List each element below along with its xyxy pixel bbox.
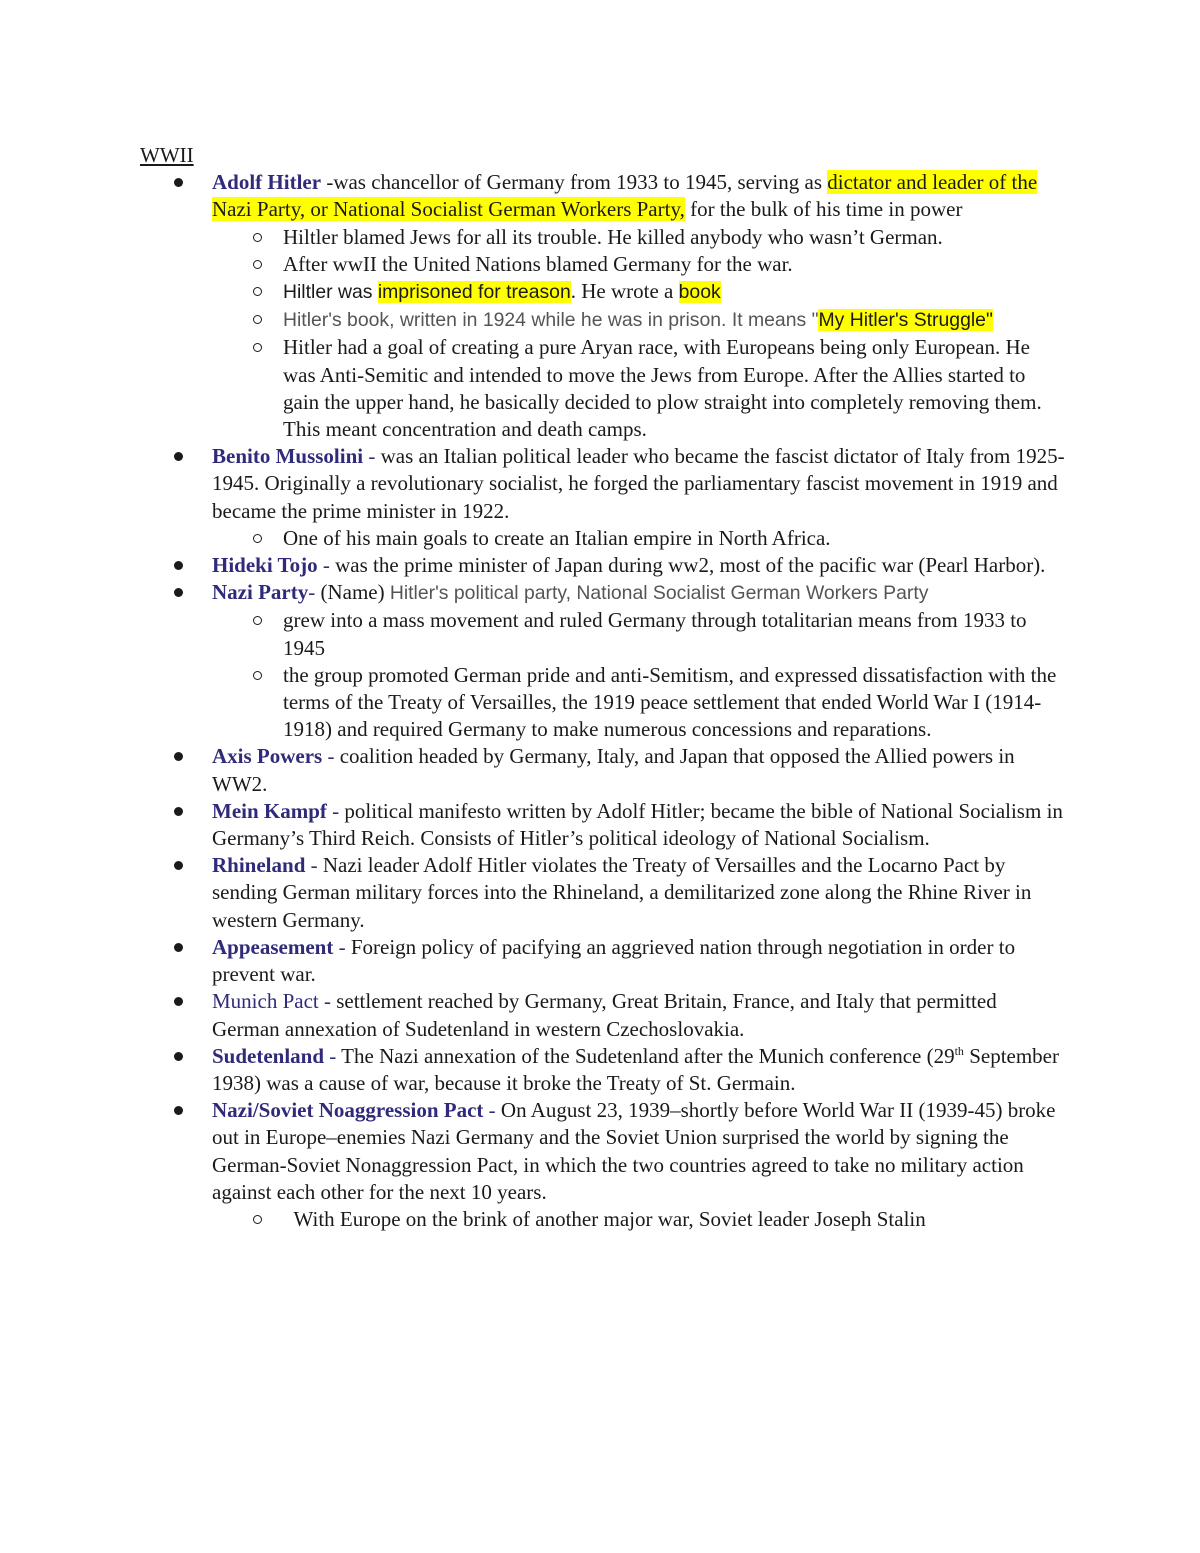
list-item-munich-pact: Munich Pact - settlement reached by Germany, Great Britain, France, and Italy that permitted German annexation of Sudetenland in western Czechoslovakia.: [212, 988, 1065, 1042]
term-label: Axis Powers: [212, 744, 323, 769]
term-label: Rhineland: [212, 853, 306, 878]
term-label: Hideki Tojo: [212, 553, 318, 578]
term-label: Adolf Hitler: [212, 170, 322, 195]
sub-list-item: One of his main goals to create an Italian empire in North Africa.: [283, 525, 1065, 552]
highlighted-text: My Hitler's Struggle": [818, 309, 993, 332]
sub-list-item: After wwII the United Nations blamed Germany for the war.: [283, 251, 1065, 278]
list-item-axis-powers: Axis Powers - coalition headed by Germany, Italy, and Japan that opposed the Allied powers in WW2.: [212, 743, 1065, 797]
highlighted-text: book: [678, 281, 721, 304]
document-page: [140, 142, 1065, 1233]
sub-list: [212, 525, 1065, 552]
list-item-mein-kampf: Mein Kampf - political manifesto written by Adolf Hitler; became the bible of National Socialism in Germany’s Third Reich. Consists of Hitler’s political ideology of National Socialism.: [212, 798, 1065, 852]
term-label: Sudetenland: [212, 1043, 325, 1068]
list-item-adolf-hitler: Adolf Hitler -was chancellor of Germany from 1933 to 1945, serving as dictator and leader of the Nazi Party, or National Socialist German Workers Party, for the bulk of his time in power Hiltler blamed Jews for all its trouble. He killed anybody who wasn’t German. After wwII the United Nations blamed Germany for the war. Hiltler was imprisoned for treason. He wrote a book Hitler's book, written in 1924 while he was in prison. It means "My Hitler's Struggle" Hitler had a goal of creating a pure Aryan race, with Europeans being only European. He was Anti-Semitic and intended to move the Jews from Europe. After the Allies started to gain the upper hand, he basically decided to plow straight into completely removing them. This meant concentration and death camps.: [212, 169, 1065, 443]
term-label: Benito Mussolini: [212, 444, 364, 469]
sub-list-item: the group promoted German pride and anti-Semitism, and expressed dissatisfaction with the terms of the Treaty of Versailles, the 1919 peace settlement that ended World War I (1914-1918) and required Germany to make numerous concessions and reparations.: [283, 662, 1065, 744]
term-label: Munich Pact: [212, 989, 319, 1014]
sub-list-item: Hiltler blamed Jews for all its trouble. He killed anybody who wasn’t German.: [283, 224, 1065, 251]
highlighted-text: imprisoned for treason: [377, 281, 571, 304]
list-item-nazi-party: Nazi Party- (Name) Hitler's political party, National Socialist German Workers Party grew into a mass movement and ruled Germany through totalitarian means from 1933 to 1945 the group promoted German pride and anti-Semitism, and expressed dissatisfaction with the terms of the Treaty of Versailles, the 1919 peace settlement that ended World War I (1914-1918) and required Germany to make numerous concessions and reparations.: [212, 579, 1065, 743]
sub-list: [212, 1206, 1065, 1233]
term-label: Nazi Party: [212, 580, 309, 605]
term-label: Nazi/Soviet Noaggression Pact: [212, 1098, 484, 1123]
list-item-hideki-tojo: Hideki Tojo - was the prime minister of Japan during ww2, most of the pacific war (Pearl Harbor).: [212, 552, 1065, 579]
term-label: Mein Kampf: [212, 798, 327, 823]
highlighted-text: dictator and leader of the Nazi Party, or National Socialist German Workers Party,: [212, 170, 1038, 222]
list-item-sudetenland: Sudetenland - The Nazi annexation of the Sudetenland after the Munich conference (29th September 1938) was a cause of war, because it broke the Treaty of St. Germain.: [212, 1043, 1065, 1097]
sub-list-item: Hitler's book, written in 1924 while he was in prison. It means "My Hitler's Struggle": [283, 306, 1065, 334]
list-item-appeasement: Appeasement - Foreign policy of pacifying an aggrieved nation through negotiation in order to prevent war.: [212, 934, 1065, 988]
sub-list-item: Hiltler was imprisoned for treason. He wrote a book: [283, 278, 1065, 306]
document-title: WWII: [140, 143, 194, 167]
list-item-benito-mussolini: Benito Mussolini - was an Italian political leader who became the fascist dictator of Italy from 1925- 1945. Originally a revolutionary socialist, he forged the parliamentary fascist movement in 1919 and became the prime minister in 1922. One of his main goals to create an Italian empire in North Africa.: [212, 443, 1065, 552]
term-label: Appeasement: [212, 934, 334, 959]
list-item-rhineland: Rhineland - Nazi leader Adolf Hitler violates the Treaty of Versailles and the Locarno Pact by sending German military forces into the Rhineland, a demilitarized zone along the Rhine River in western Germany.: [212, 852, 1065, 934]
sub-list-item: Hitler had a goal of creating a pure Aryan race, with Europeans being only European. He was Anti-Semitic and intended to move the Jews from Europe. After the Allies started to gain the upper hand, he basically decided to plow straight into completely removing them. This meant concentration and death camps.: [283, 334, 1065, 443]
list-item-nazi-soviet-pact: Nazi/Soviet Noaggression Pact - On August 23, 1939–shortly before World War II (1939-45) broke out in Europe–enemies Nazi Germany and the Soviet Union surprised the world by signing the German-Soviet Nonaggression Pact, in which the two countries agreed to take no military action against each other for the next 10 years. With Europe on the brink of another major war, Soviet leader Joseph Stalin: [212, 1097, 1065, 1233]
sub-list: [212, 607, 1065, 743]
sub-list-item: grew into a mass movement and ruled Germany through totalitarian means from 1933 to 1945: [283, 607, 1065, 661]
sub-list: [212, 224, 1065, 444]
sub-list-item: With Europe on the brink of another major war, Soviet leader Joseph Stalin: [283, 1206, 1065, 1233]
term-list: [140, 169, 1065, 1233]
